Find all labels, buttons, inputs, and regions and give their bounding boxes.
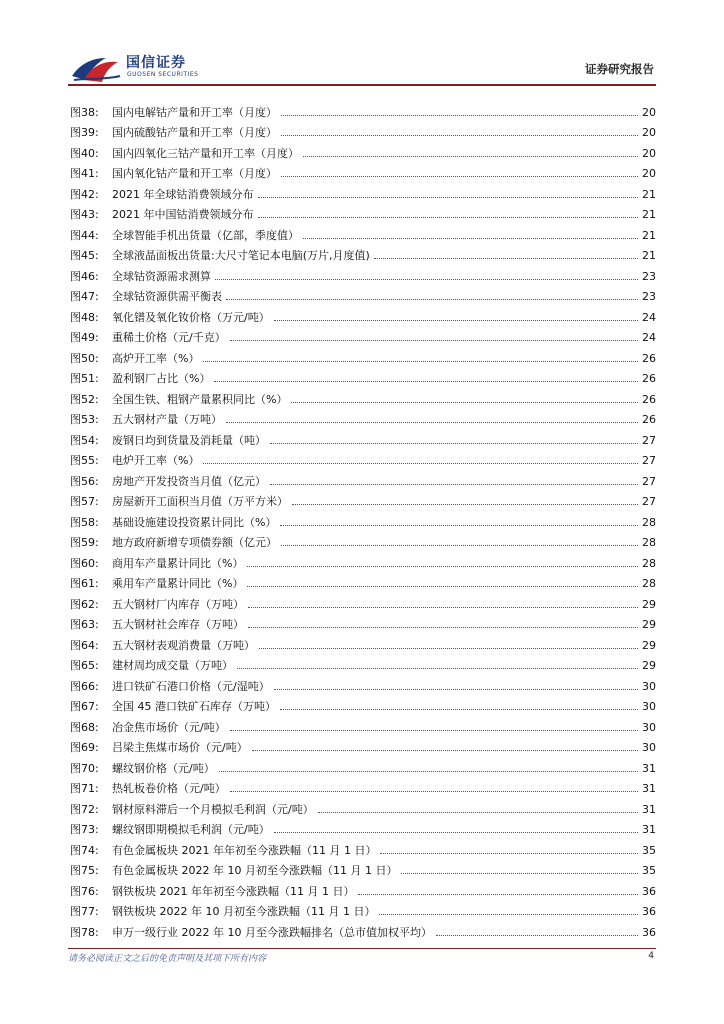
toc-entry[interactable] [70,410,656,431]
toc-entry[interactable] [70,840,656,861]
dot-leader [281,545,638,546]
figure-number: 图45: [70,249,99,263]
dot-leader [258,217,639,218]
figure-title: 钢铁板块 2022 年 10 月初至今涨跌幅（11 月 1 日） [112,905,376,919]
figure-number: 图43: [70,208,99,222]
figure-title: 五大钢材表观消费量（万吨） [112,638,255,652]
figure-page-number: 20 [642,126,656,140]
dot-leader [303,156,638,157]
toc-entry[interactable] [70,574,656,595]
dot-leader [401,873,638,874]
figure-title: 2021 年中国钴消费领域分布 [112,208,254,222]
figure-page-number: 29 [642,659,656,673]
figure-page-number: 29 [642,618,656,632]
dot-leader [252,750,638,751]
figure-number: 图41: [70,167,99,181]
figure-number: 图67: [70,700,99,714]
figure-title: 五大钢材产量（万吨） [112,413,222,427]
dot-leader [248,607,638,608]
figure-title: 电炉开工率（%） [112,454,200,468]
figure-title: 全国 45 港口铁矿石库存（万吨） [112,700,276,714]
figure-title: 房地产开发投资当月值（亿元） [112,474,266,488]
figure-page-number: 29 [642,638,656,652]
figure-page-number: 21 [642,249,656,263]
figure-page-number: 29 [642,597,656,611]
figure-title: 螺纹钢即期模拟毛利润（元/吨） [112,823,270,837]
figure-title: 冶金焦市场价（元/吨） [112,720,226,734]
toc-entry[interactable] [70,717,656,738]
figure-title: 有色金属板块 2021 年年初至今涨跌幅（11 月 1 日） [112,843,377,857]
dot-leader [270,443,638,444]
figure-number: 图64: [70,638,99,652]
figure-title: 国内氧化钴产量和开工率（月度） [112,167,277,181]
dot-leader [274,320,638,321]
figure-title: 全球钴资源需求测算 [112,269,211,283]
logo-text-en: GUOSEN SECURITIES [127,71,199,78]
dot-leader [219,771,638,772]
dot-leader [215,279,638,280]
dot-leader [248,627,638,628]
toc-entry[interactable] [70,615,656,636]
toc-entry[interactable] [70,902,656,923]
figure-number: 图57: [70,495,99,509]
figure-number: 图51: [70,372,99,386]
figure-title: 全球液晶面板出货量:大尺寸笔记本电脑(万片,月度值) [112,249,370,263]
figure-number: 图76: [70,884,99,898]
figure-number: 图49: [70,331,99,345]
toc-entry[interactable] [70,184,656,205]
toc-entry[interactable] [70,102,656,123]
header-divider [68,84,656,86]
figure-page-number: 27 [642,433,656,447]
dot-leader [274,832,638,833]
toc-entry[interactable] [70,307,656,328]
toc-entry[interactable] [70,164,656,185]
dot-leader [358,894,638,895]
dot-leader [292,504,638,505]
figure-number: 图73: [70,823,99,837]
figure-page-number: 20 [642,167,656,181]
toc-entry[interactable] [70,533,656,554]
figure-page-number: 31 [642,823,656,837]
figure-title: 建材周均成交量（万吨） [112,659,233,673]
dot-leader [237,668,638,669]
page-header [0,0,724,88]
toc-entry[interactable] [70,861,656,882]
toc-entry[interactable] [70,430,656,451]
figure-number: 图74: [70,843,99,857]
figure-number: 图58: [70,515,99,529]
dot-leader [379,914,638,915]
figure-page-number: 23 [642,290,656,304]
disclaimer-note: 请务必阅读正文之后的免责声明及其项下所有内容 [68,954,267,964]
figure-page-number: 21 [642,187,656,201]
figure-title: 五大钢材厂内库存（万吨） [112,597,244,611]
figure-page-number: 35 [642,864,656,878]
dot-leader [280,525,638,526]
figure-number: 图68: [70,720,99,734]
dot-leader [226,299,638,300]
figure-page-number: 31 [642,782,656,796]
dot-leader [380,853,638,854]
figure-number: 图72: [70,802,99,816]
dot-leader [226,422,638,423]
figure-number: 图61: [70,577,99,591]
figure-page-number: 35 [642,843,656,857]
figure-title: 国内四氧化三钴产量和开工率（月度） [112,146,299,160]
dot-leader [230,791,638,792]
figure-number: 图71: [70,782,99,796]
figure-title: 吕梁主焦煤市场价（元/吨） [112,741,248,755]
toc-entry[interactable] [70,881,656,902]
figure-title: 废钢日均到货量及消耗量（吨） [112,433,266,447]
dot-leader [230,340,638,341]
figure-title: 钢铁板块 2021 年年初至今涨跌幅（11 月 1 日） [112,884,355,898]
figure-title: 高炉开工率（%） [112,351,200,365]
figure-page-number: 30 [642,679,656,693]
figure-page-number: 27 [642,474,656,488]
toc-entry[interactable] [70,799,656,820]
figure-number: 图65: [70,659,99,673]
figure-title: 进口铁矿石港口价格（元/湿吨） [112,679,270,693]
toc-entry[interactable] [70,820,656,841]
toc-entry[interactable] [70,738,656,759]
figure-number: 图62: [70,597,99,611]
figure-title: 五大钢材社会库存（万吨） [112,618,244,632]
dot-leader [274,689,638,690]
dot-leader [247,586,638,587]
figure-page-number: 23 [642,269,656,283]
toc-entry[interactable] [70,553,656,574]
toc-entry[interactable] [70,676,656,697]
figure-page-number: 28 [642,515,656,529]
guosen-logo-mark [70,50,122,84]
dot-leader [214,381,638,382]
logo-text-cn: 国信证券 [126,55,186,71]
dot-leader [318,812,638,813]
toc-entry[interactable] [70,471,656,492]
report-type-label: 证券研究报告 [585,62,654,76]
dot-leader [281,115,638,116]
toc-entry[interactable] [70,143,656,164]
figure-title: 有色金属板块 2022 年 10 月初至今涨跌幅（11 月 1 日） [112,864,398,878]
figure-page-number: 27 [642,495,656,509]
figure-number: 图40: [70,146,99,160]
toc-entry[interactable] [70,123,656,144]
toc-entry[interactable] [70,512,656,533]
figure-page-number: 36 [642,905,656,919]
toc-entry[interactable] [70,328,656,349]
toc-entry[interactable] [70,492,656,513]
dot-leader [291,402,638,403]
figure-number: 图60: [70,556,99,570]
figure-title: 全球钴资源供需平衡表 [112,290,222,304]
figure-number: 图56: [70,474,99,488]
dot-leader [258,197,639,198]
figure-title: 全球智能手机出货量（亿部，季度值） [112,228,299,242]
figure-title: 钢材原料滞后一个月模拟毛利润（元/吨） [112,802,314,816]
figure-title: 盈利钢厂占比（%） [112,372,211,386]
figure-title: 国内硫酸钴产量和开工率（月度） [112,126,277,140]
figure-title: 全国生铁、粗钢产量累积同比（%） [112,392,288,406]
figure-page-number: 30 [642,700,656,714]
figure-number: 图59: [70,536,99,550]
figure-title: 重稀土价格（元/千克） [112,331,226,345]
dot-leader [281,176,638,177]
figure-number: 图48: [70,310,99,324]
figure-number: 图54: [70,433,99,447]
toc-entry[interactable] [70,656,656,677]
dot-leader [374,258,638,259]
page-number: 4 [648,951,654,961]
figure-page-number: 21 [642,208,656,222]
toc-entry[interactable] [70,697,656,718]
figure-number: 图52: [70,392,99,406]
figure-number: 图53: [70,413,99,427]
toc-entry[interactable] [70,594,656,615]
figure-title: 螺纹钢价格（元/吨） [112,761,215,775]
dot-leader [203,463,638,464]
figure-page-number: 30 [642,741,656,755]
footer-divider [68,948,656,949]
figure-title: 房屋新开工面积当月值（万平方米） [112,495,288,509]
figure-page-number: 31 [642,761,656,775]
dot-leader [259,648,638,649]
toc-entry[interactable] [70,779,656,800]
toc-entry[interactable] [70,922,656,943]
dot-leader [280,709,638,710]
figure-page-number: 36 [642,925,656,939]
dot-leader [203,361,638,362]
figure-number: 图70: [70,761,99,775]
figure-number: 图63: [70,618,99,632]
figure-number: 图77: [70,905,99,919]
figure-page-number: 21 [642,228,656,242]
toc-entry[interactable] [70,369,656,390]
figure-page-number: 30 [642,720,656,734]
dot-leader [230,730,638,731]
figure-number: 图38: [70,105,99,119]
dot-leader [281,135,638,136]
figure-page-number: 26 [642,413,656,427]
figure-title: 2021 年全球钴消费领域分布 [112,187,254,201]
toc-entry[interactable] [70,287,656,308]
figure-page-number: 26 [642,392,656,406]
figure-number: 图75: [70,864,99,878]
guosen-logo [70,50,250,84]
figure-page-number: 24 [642,331,656,345]
figure-page-number: 28 [642,556,656,570]
figure-page-number: 28 [642,536,656,550]
toc-entry[interactable] [70,205,656,226]
figure-title: 氧化镨及氧化钕价格（万元/吨） [112,310,270,324]
figure-title: 基础设施建设投资累计同比（%） [112,515,277,529]
figure-number: 图78: [70,925,99,939]
figure-page-number: 27 [642,454,656,468]
figure-number: 图66: [70,679,99,693]
figure-page-number: 20 [642,146,656,160]
figure-index-list [70,102,656,943]
dot-leader [247,566,638,567]
figure-page-number: 26 [642,351,656,365]
figure-page-number: 36 [642,884,656,898]
toc-entry[interactable] [70,348,656,369]
figure-number: 图50: [70,351,99,365]
figure-title: 申万一级行业 2022 年 10 月至今涨跌幅排名（总市值加权平均） [112,925,432,939]
figure-page-number: 28 [642,577,656,591]
toc-entry[interactable] [70,225,656,246]
toc-entry[interactable] [70,266,656,287]
figure-page-number: 20 [642,105,656,119]
figure-title: 乘用车产量累计同比（%） [112,577,244,591]
figure-title: 国内电解钴产量和开工率（月度） [112,105,277,119]
figure-number: 图47: [70,290,99,304]
figure-page-number: 24 [642,310,656,324]
figure-title: 商用车产量累计同比（%） [112,556,244,570]
figure-page-number: 31 [642,802,656,816]
dot-leader [436,935,638,936]
figure-title: 地方政府新增专项债券额（亿元） [112,536,277,550]
figure-number: 图39: [70,126,99,140]
figure-number: 图55: [70,454,99,468]
dot-leader [303,238,638,239]
toc-entry[interactable] [70,635,656,656]
toc-entry[interactable] [70,389,656,410]
toc-entry[interactable] [70,246,656,267]
figure-number: 图46: [70,269,99,283]
figure-title: 热轧板卷价格（元/吨） [112,782,226,796]
dot-leader [270,484,638,485]
figure-page-number: 26 [642,372,656,386]
figure-number: 图42: [70,187,99,201]
toc-entry[interactable] [70,758,656,779]
figure-number: 图69: [70,741,99,755]
toc-entry[interactable] [70,451,656,472]
figure-number: 图44: [70,228,99,242]
